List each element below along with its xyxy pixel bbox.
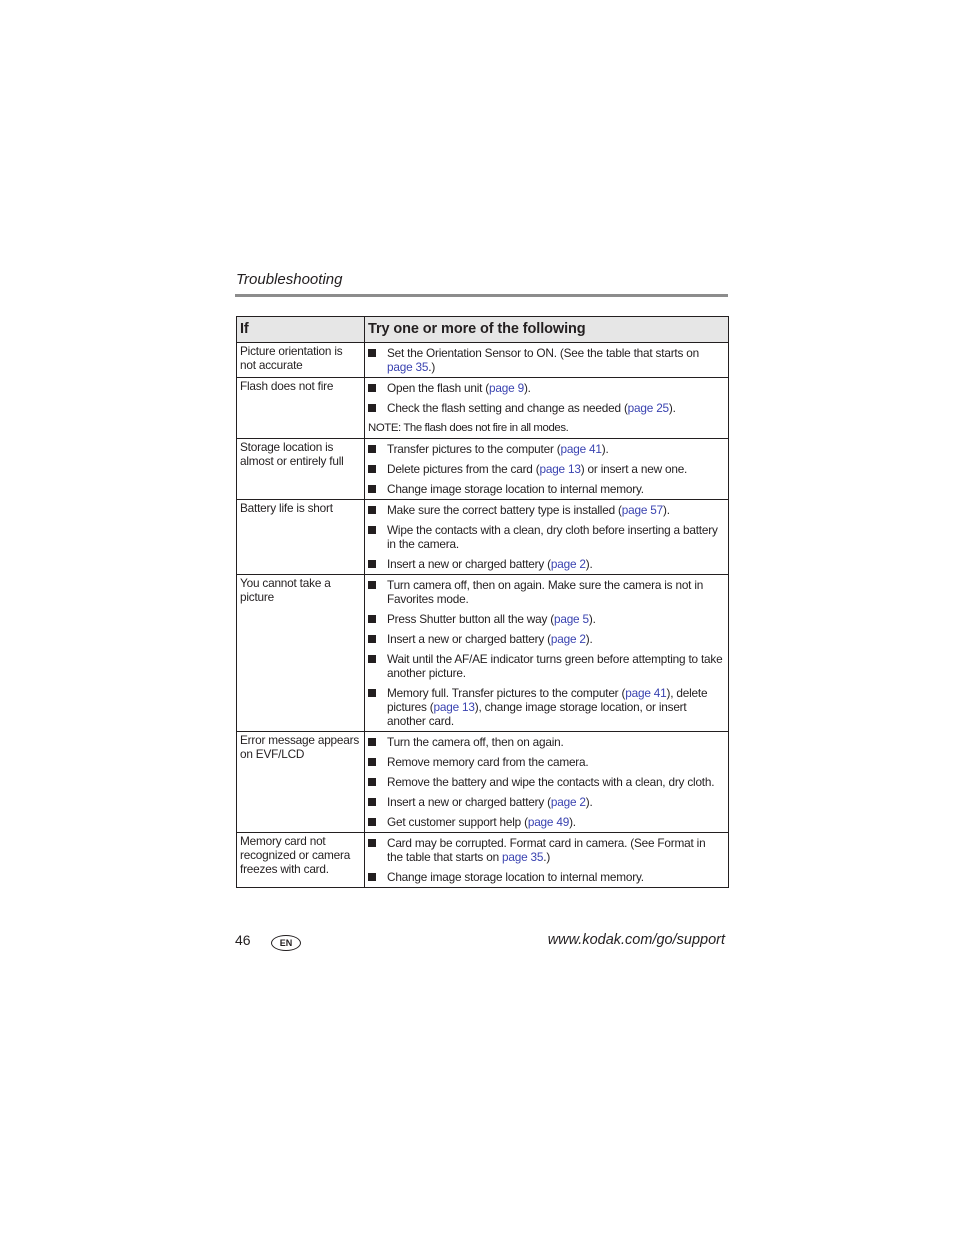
table-header-row [237,317,729,343]
action-text: Insert a new or charged battery ( [387,632,551,646]
square-bullet-icon [368,689,376,697]
page-link[interactable]: page 9 [489,381,524,395]
action-text: Wait until the AF/AE indicator turns green before attempting to take another picture. [387,652,723,680]
page-link[interactable]: page 2 [550,557,586,571]
square-bullet-icon [368,465,376,473]
list-item [368,346,724,374]
page-number: 46 [235,932,251,948]
square-bullet-icon [368,818,376,826]
actions-cell [365,732,729,833]
list-item [368,735,724,749]
page-link[interactable]: page 41 [560,442,602,456]
action-text: Turn camera off, then on again. Make sure the camera is not in Favorites mode. [387,578,704,606]
action-list [368,442,724,496]
action-text: ). [601,442,609,456]
note-text: NOTE: The flash does not fire in all modes. [368,422,569,434]
page-link[interactable]: page 49 [527,815,570,829]
actions-cell [365,343,729,378]
action-text: ). [569,815,576,829]
action-list [368,381,724,415]
page-link[interactable]: page 35 [387,360,429,374]
table-row [237,575,729,732]
condition-cell: You cannot take a picture [237,575,365,732]
action-text: ). [585,632,593,646]
list-item [368,442,724,456]
list-item [368,557,724,571]
table-row [237,732,729,833]
actions-cell [365,500,729,575]
page-link[interactable]: page 13 [433,700,475,714]
condition-cell: Battery life is short [237,500,365,575]
action-text: .) [428,360,436,374]
square-bullet-icon [368,485,376,493]
list-item [368,775,724,789]
action-text: Check the flash setting and change as needed ( [387,401,628,415]
action-text: .) [543,850,551,864]
square-bullet-icon [368,445,376,453]
action-text: ). [523,381,531,395]
table-row [237,500,729,575]
list-item [368,482,724,496]
condition-cell: Error message appears on EVF/LCD [237,732,365,833]
action-text: Transfer pictures to the computer ( [387,442,561,456]
action-text: Remove the battery and wipe the contacts with a clean, dry cloth. [387,775,715,789]
square-bullet-icon [368,349,376,357]
action-text: Wipe the contacts with a clean, dry cloth before inserting a battery in the camera. [387,523,718,551]
page-link[interactable]: page 25 [627,401,669,415]
page-header [235,270,728,297]
section-title: Troubleshooting [236,271,343,288]
page-link[interactable]: page 35 [502,850,544,864]
square-bullet-icon [368,581,376,589]
action-list [368,836,724,884]
square-bullet-icon [368,758,376,766]
action-text: ). [588,612,596,626]
action-text: ) or insert a new one. [580,462,688,476]
action-text: Set the Orientation Sensor to ON. (See the table that starts on [387,346,699,360]
action-text: Change image storage location to internal memory. [387,870,644,884]
actions-cell [365,575,729,732]
square-bullet-icon [368,778,376,786]
action-text: ), change image storage location, or insert another card. [387,700,687,728]
page-link[interactable]: page 2 [550,632,586,646]
list-item [368,632,724,646]
list-item [368,612,724,626]
square-bullet-icon [368,738,376,746]
actions-cell [365,378,729,439]
page-link[interactable]: page 13 [539,462,581,476]
square-bullet-icon [368,873,376,881]
action-text: Memory full. Transfer pictures to the computer ( [387,686,626,700]
action-text: Open the flash unit ( [387,381,490,395]
square-bullet-icon [368,560,376,568]
action-text: Insert a new or charged battery ( [387,557,551,571]
action-text: Card may be corrupted. Format card in camera. (See Format in the table that starts on [387,836,706,864]
list-item [368,503,724,517]
list-item [368,870,724,884]
table-row [237,439,729,500]
column-header-try: Try one or more of the following [365,317,729,343]
table-body [237,343,729,888]
condition-cell: Picture orientation is not accurate [237,343,365,378]
page-link[interactable]: page 2 [550,795,586,809]
action-text: Make sure the correct battery type is installed ( [387,503,622,517]
square-bullet-icon [368,839,376,847]
list-item [368,381,724,395]
support-url[interactable]: www.kodak.com/go/support [547,932,725,948]
table-row [237,833,729,888]
list-item [368,652,724,680]
action-text: Remove memory card from the camera. [387,755,589,769]
action-text: Delete pictures from the card ( [387,462,540,476]
action-text: Turn the camera off, then on again. [387,735,564,749]
square-bullet-icon [368,506,376,514]
action-list [368,578,724,728]
list-item [368,755,724,769]
column-header-if: If [237,317,365,343]
action-text: Insert a new or charged battery ( [387,795,551,809]
action-text: ). [663,503,670,517]
language-badge: EN [271,935,301,951]
square-bullet-icon [368,526,376,534]
square-bullet-icon [368,655,376,663]
list-item [368,523,724,551]
table-row [237,343,729,378]
square-bullet-icon [368,384,376,392]
condition-cell: Memory card not recognized or camera freezes with card. [237,833,365,888]
table-row [237,378,729,439]
condition-cell: Flash does not fire [237,378,365,439]
action-list [368,503,724,571]
header-rule [235,294,728,297]
square-bullet-icon [368,635,376,643]
list-item [368,401,724,415]
list-item [368,578,724,606]
troubleshooting-table [236,316,729,888]
list-item [368,836,724,864]
action-text: ). [585,557,593,571]
actions-cell [365,833,729,888]
square-bullet-icon [368,798,376,806]
page-footer [235,931,728,953]
action-text: ). [668,401,676,415]
list-item [368,795,724,809]
page-link[interactable]: page 57 [621,503,664,517]
square-bullet-icon [368,615,376,623]
list-item [368,462,724,476]
action-list [368,735,724,829]
action-text: ). [585,795,593,809]
condition-cell: Storage location is almost or entirely full [237,439,365,500]
action-text: Change image storage location to internal memory. [387,482,644,496]
list-item [368,686,724,728]
action-text: Get customer support help ( [387,815,528,829]
list-item [368,815,724,829]
actions-cell [365,439,729,500]
page-link[interactable]: page 5 [553,612,589,626]
page-link[interactable]: page 41 [625,686,667,700]
action-text: ), delete pictures ( [387,686,708,714]
action-text: Press Shutter button all the way ( [387,612,554,626]
square-bullet-icon [368,404,376,412]
action-list [368,346,724,374]
